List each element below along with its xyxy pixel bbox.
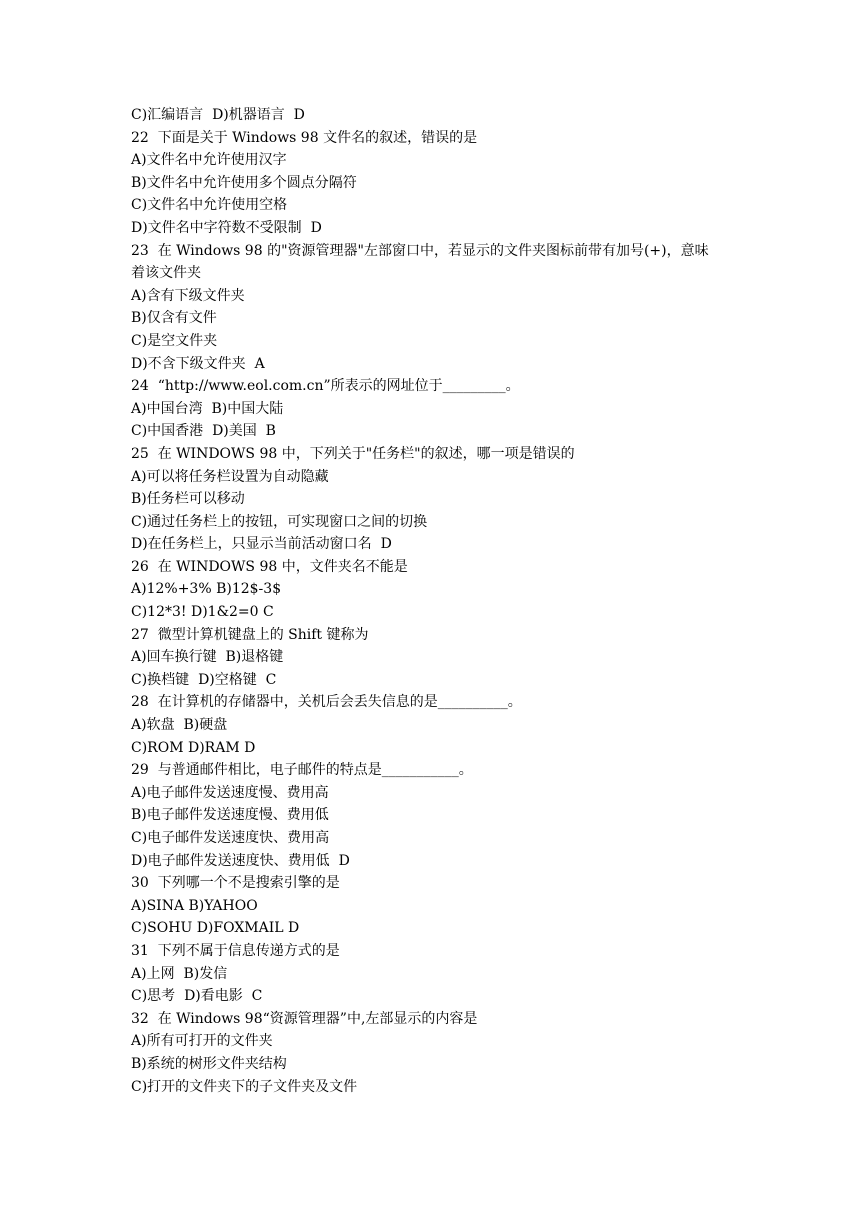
option-line: B)文件名中允许使用多个圆点分隔符 <box>131 174 357 191</box>
option-line: C)换档键 D)空格键 C <box>131 671 277 688</box>
option-line: A)文件名中允许使用汉字 <box>131 152 287 169</box>
option-line: C)通过任务栏上的按钮，可实现窗口之间的切换 <box>131 513 428 530</box>
option-line: C)电子邮件发送速度快、费用高 <box>131 830 330 846</box>
option-line: B)系统的树形文件夹结构 <box>131 1055 287 1072</box>
option-line: C)12*3! D)1&2=0 C <box>131 604 274 621</box>
question-31: 31 下列不属于信息传递方式的是 <box>131 942 340 959</box>
option-line: C)SOHU D)FOXMAIL D <box>131 920 300 937</box>
option-line: C)中国香港 D)美国 B <box>131 423 276 440</box>
question-28: 28 在计算机的存储器中，关机后会丢失信息的是__________。 <box>131 694 522 711</box>
question-25: 25 在 WINDOWS 98 中，下列关于"任务栏"的叙述，哪一项是错误的 <box>131 445 575 462</box>
question-26: 26 在 WINDOWS 98 中，文件夹名不能是 <box>131 558 408 575</box>
option-line: A)含有下级文件夹 <box>131 287 245 304</box>
option-line: A)所有可打开的文件夹 <box>131 1033 273 1050</box>
option-line: C)是空文件夹 <box>131 332 218 349</box>
document-page <box>131 104 751 1098</box>
question-23: 23 在 Windows 98 的"资源管理器"左部窗口中，若显示的文件夹图标前带有加号(+)，意味 <box>131 242 709 259</box>
option-line: A)12%+3% B)12$-3$ <box>131 581 282 598</box>
question-23-continued: 着该文件夹 <box>131 265 201 282</box>
option-line: D)电子邮件发送速度快、费用低 D <box>131 852 350 869</box>
option-line: A)可以将任务栏设置为自动隐藏 <box>131 468 329 485</box>
option-line: C)思考 D)看电影 C <box>131 988 263 1005</box>
option-line: D)不含下级文件夹 A <box>131 355 265 372</box>
option-line: D)在任务栏上，只显示当前活动窗口名 D <box>131 536 392 553</box>
question-29: 29 与普通邮件相比，电子邮件的特点是___________。 <box>131 762 473 779</box>
option-line: A)回车换行键 B)退格键 <box>131 649 284 666</box>
option-line: A)中国台湾 B)中国大陆 <box>131 400 284 417</box>
question-30: 30 下列哪一个不是搜索引擎的是 <box>131 875 340 892</box>
question-32: 32 在 Windows 98“资源管理器”中,左部显示的内容是 <box>131 1010 478 1027</box>
option-line: A)软盘 B)硬盘 <box>131 717 228 734</box>
option-line: A)电子邮件发送速度慢、费用高 <box>131 784 329 801</box>
option-line: C)文件名中允许使用空格 <box>131 197 288 214</box>
option-line: C)打开的文件夹下的子文件夹及文件 <box>131 1078 358 1095</box>
option-line: A)上网 B)发信 <box>131 965 228 982</box>
question-27: 27 微型计算机键盘上的 Shift 键称为 <box>131 626 369 643</box>
question-22: 22 下面是关于 Windows 98 文件名的叙述，错误的是 <box>131 129 478 146</box>
option-line: B)仅含有文件 <box>131 310 217 327</box>
text-line: C)汇编语言 D)机器语言 D <box>131 107 305 123</box>
option-line: C)ROM D)RAM D <box>131 739 256 756</box>
option-line: D)文件名中字符数不受限制 D <box>131 219 322 236</box>
question-24: 24 “http://www.eol.com.cn”所表示的网址位于_________。 <box>131 378 520 395</box>
option-line: B)任务栏可以移动 <box>131 491 245 508</box>
option-line: B)电子邮件发送速度慢、费用低 <box>131 807 329 824</box>
option-line: A)SINA B)YAHOO <box>131 897 258 914</box>
